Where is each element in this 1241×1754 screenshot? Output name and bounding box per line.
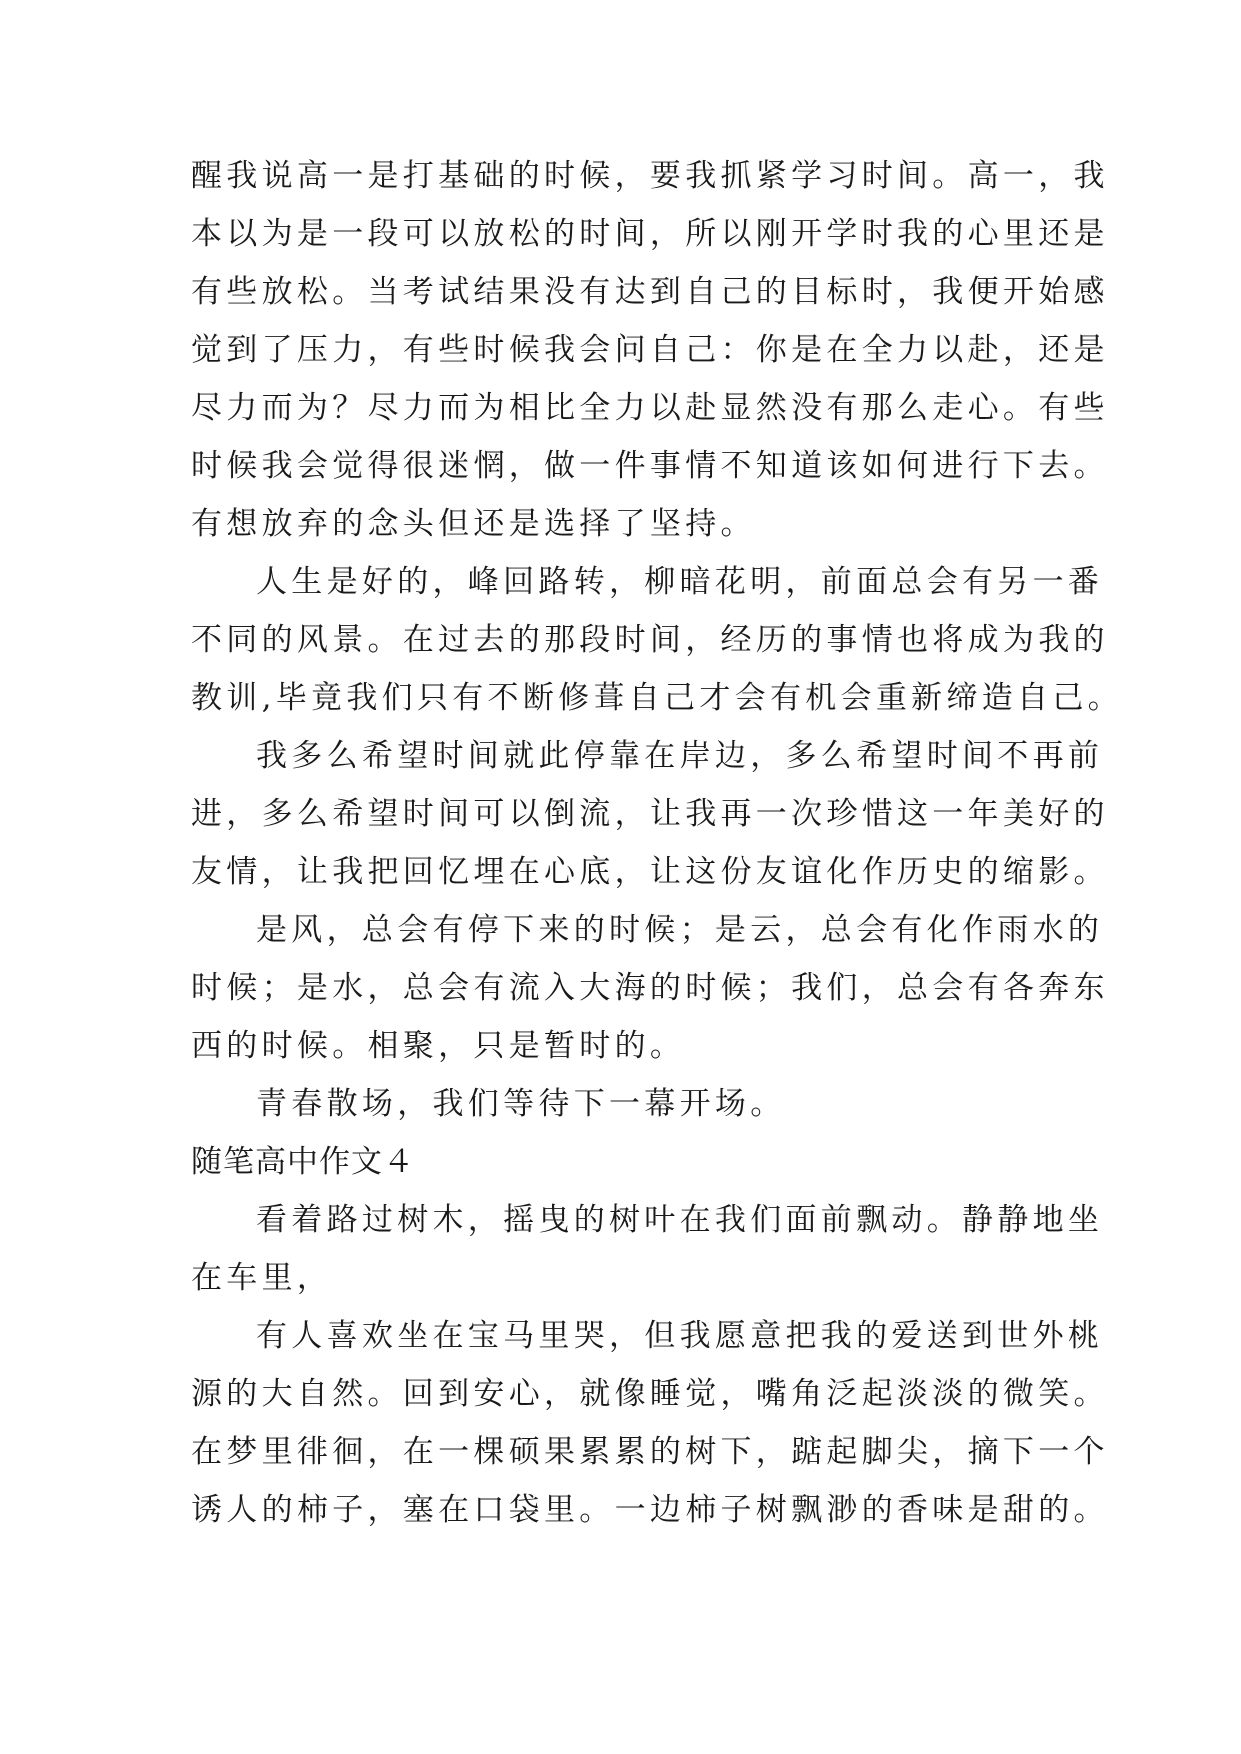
paragraph-line: 看着路过树木，摇曳的树叶在我们面前飘动。静静地坐 <box>256 1202 1104 1238</box>
paragraph-line: 青春散场，我们等待下一幕开场。 <box>256 1086 786 1122</box>
paragraph-line: 进，多么希望时间可以倒流，让我再一次珍惜这一年美好的 <box>191 796 1109 832</box>
paragraph-line: 有些放松。当考试结果没有达到自己的目标时，我便开始感 <box>191 274 1109 310</box>
paragraph-line: 本以为是一段可以放松的时间，所以刚开学时我的心里还是 <box>191 216 1109 252</box>
paragraph-line: 友情，让我把回忆埋在心底，让这份友谊化作历史的缩影。 <box>191 854 1109 890</box>
paragraph-line: 我多么希望时间就此停靠在岸边，多么希望时间不再前 <box>256 738 1104 774</box>
paragraph-line: 教训,毕竟我们只有不断修葺自己才会有机会重新缔造自己。 <box>191 680 1123 716</box>
paragraph-line: 在车里， <box>191 1260 333 1296</box>
paragraph-line: 西的时候。相聚，只是暂时的。 <box>191 1028 686 1064</box>
paragraph-line: 源的大自然。回到安心，就像睡觉，嘴角泛起淡淡的微笑。 <box>191 1376 1109 1412</box>
section-heading: 随笔高中作文４ <box>191 1144 415 1180</box>
paragraph-line: 有想放弃的念头但还是选择了坚持。 <box>191 506 756 542</box>
paragraph-line: 时候我会觉得很迷惘，做一件事情不知道该如何进行下去。 <box>191 448 1109 484</box>
paragraph-line: 人生是好的，峰回路转，柳暗花明，前面总会有另一番 <box>256 564 1104 600</box>
paragraph-line: 醒我说高一是打基础的时候，要我抓紧学习时间。高一，我 <box>191 158 1109 194</box>
paragraph-line: 在梦里徘徊，在一棵硕果累累的树下，踮起脚尖，摘下一个 <box>191 1434 1109 1470</box>
paragraph-line: 有人喜欢坐在宝马里哭，但我愿意把我的爱送到世外桃 <box>256 1318 1104 1354</box>
paragraph-line: 觉到了压力，有些时候我会问自己：你是在全力以赴，还是 <box>191 332 1109 368</box>
paragraph-line: 是风，总会有停下来的时候；是云，总会有化作雨水的 <box>256 912 1104 948</box>
paragraph-line: 尽力而为？尽力而为相比全力以赴显然没有那么走心。有些 <box>191 390 1109 426</box>
paragraph-line: 时候；是水，总会有流入大海的时候；我们，总会有各奔东 <box>191 970 1109 1006</box>
paragraph-line: 不同的风景。在过去的那段时间，经历的事情也将成为我的 <box>191 622 1109 658</box>
paragraph-line: 诱人的柿子，塞在口袋里。一边柿子树飘渺的香味是甜的。 <box>191 1492 1109 1528</box>
